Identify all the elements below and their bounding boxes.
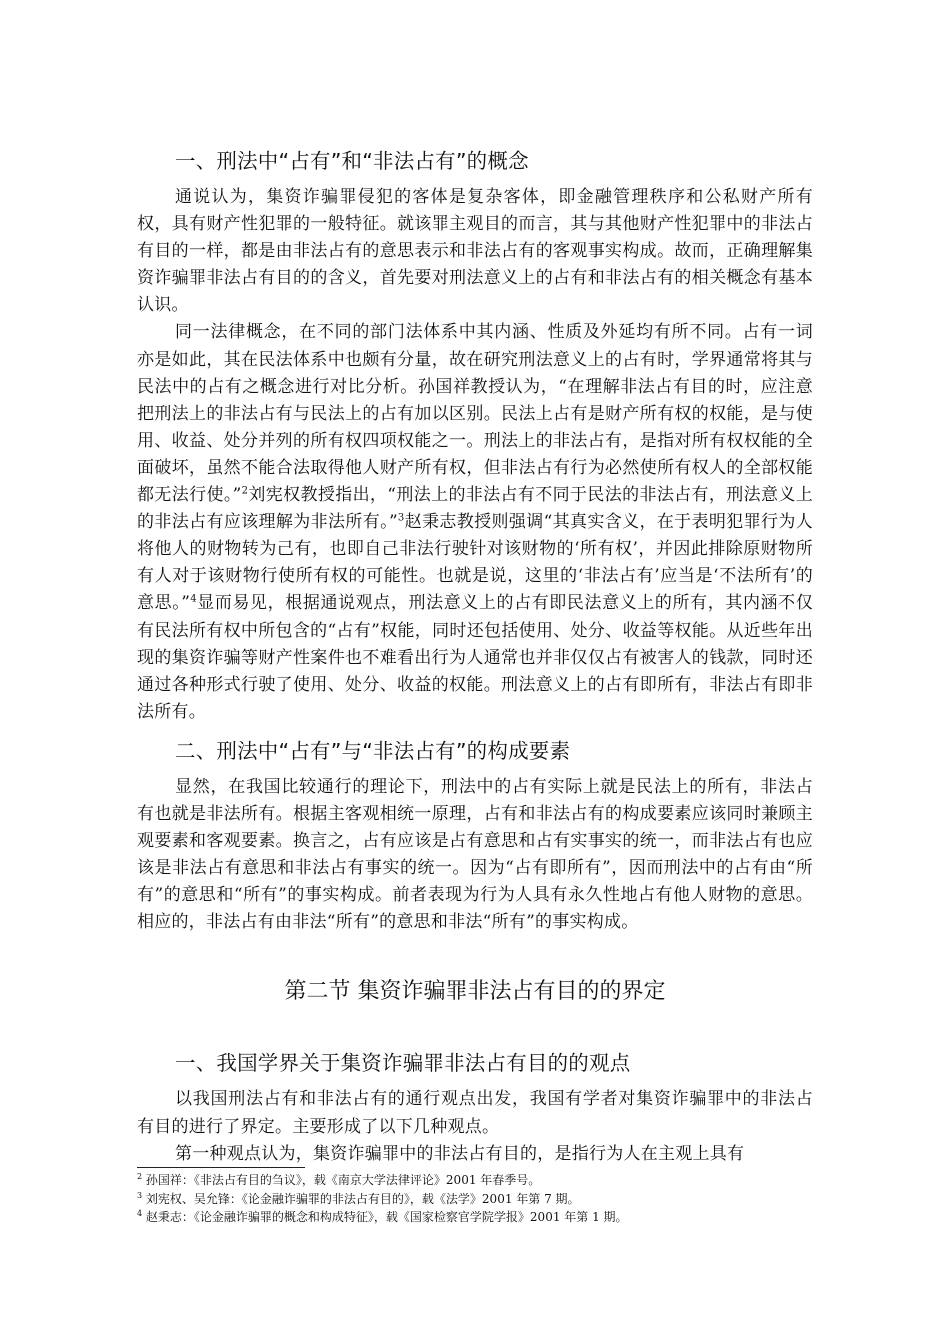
footnote-text: 刘宪权、吴允锋：《论金融诈骗罪的非法占有目的》，载《法学》2001 年第 7 期。 (145, 1191, 580, 1206)
footnote-num: 2 (137, 1172, 143, 1181)
footnote-num: 3 (137, 1190, 143, 1200)
text-segment: 赵秉志教授则强调“其真实含义，在于表明犯罪行为人将他人的财物转为己有，也即自己非法行驶针对该财物的‘所有权’，并因此排除原财物所有人对于该财物行使所有权的可能性。也就是说，这里的‘非法占有’应当是‘不法所有’的意思。” (137, 512, 813, 614)
paragraph-first-view: 第一种观点认为，集资诈骗罪中的非法占有目的，是指行为人在主观上具有 (175, 1143, 745, 1164)
footnote-2 (137, 1171, 813, 1190)
paragraph-object-of-crime: 通说认为，集资诈骗罪侵犯的客体是复杂客体，即金融管理秩序和公私财产所有权，具有财产性犯罪的一般特征。就该罪主观目的而言，其与其他财产性犯罪中的非法占有目的一样，都是由非法占有的意思表示和非法占有的客观事实构成。故而，正确理解集资诈骗罪非法占有目的的含义，首先要对刑法意义上的占有和非法占有的相关概念有基本认识。 (137, 187, 813, 316)
document-body (137, 146, 813, 1168)
text-segment: 同一法律概念，在不同的部门法体系中其内涵、性质及外延均有所不同。占有一词亦是如此，其在民法体系中也颇有分量，故在研究刑法意义上的占有时，学界通常将其与民法中的占有之概念进行对比分析。孙国祥教授认为，“在理解非法占有目的时，应注意把刑法上的非法占有与民法上的占有加以区别。民法上占有是财产所有权的权能，是与使用、收益、处分并列的所有权四项权能之一。刑法上的非法占有，是指对所有权权能的全面破坏，虽然不能合法取得他人财产所有权，但非法占有行为必然使所有权人的全部权能都无法行使。” (137, 322, 813, 506)
paragraph-views-intro: 以我国刑法占有和非法占有的通行观点出发，我国有学者对集资诈骗罪中的非法占有目的进行了界定。主要形成了以下几种观点。 (137, 1089, 813, 1137)
footnotes (137, 1167, 813, 1227)
footnote-ref-4[interactable]: 4 (190, 593, 197, 605)
section-heading-concept: 一、刑法中“占有”和“非法占有”的概念 (175, 149, 529, 173)
section-heading-views: 一、我国学界关于集资诈骗罪非法占有目的的观点 (175, 1051, 631, 1076)
text-segment: 显而易见，根据通说观点，刑法意义上的占有即民法意义上的所有，其内涵不仅有民法所有权中所包含的“占有”权能，同时还包括使用、处分、收益等权能。从近些年出现的集资诈骗等财产性案件也不难看出行为人通常也并非仅仅占有被害人的钱款，同时还通过各种形式行驶了使用、处分、收益的权能。刑法意义上的占有即所有，非法占有即非法所有。 (137, 593, 814, 722)
footnote-4 (137, 1208, 813, 1227)
footnote-text: 孙国祥：《非法占有目的刍议》，载《南京大学法律评论》2001 年春季号。 (145, 1173, 541, 1187)
footnote-separator (137, 1167, 305, 1168)
chapter-heading: 第二节 集资诈骗罪非法占有目的的界定 (284, 979, 666, 1005)
footnote-ref-2[interactable]: 2 (241, 485, 249, 497)
footnote-num: 4 (137, 1209, 143, 1218)
text-segment: 刘宪权教授指出，“刑法上的非法占有不同于民法的非法占有，刑法意义上的非法占有应该理解为非法所有。” (137, 485, 813, 533)
footnote-text: 赵秉志：《论金融诈骗罪的概念和构成特征》，载《国家检察官学院学报》2001 年第 1 期。 (145, 1210, 628, 1224)
paragraph-constituent-elements: 显然，在我国比较通行的理论下，刑法中的占有实际上就是民法上的所有，非法占有也就是非法所有。根据主客观相统一原理，占有和非法占有的构成要素应该同时兼顾主观要素和客观要素。换言之，占有应该是占有意思和占有实事实的统一，而非法占有也应该是非法占有意思和非法占有事实的统一。因为“占有即所有”，因而刑法中的占有由“所有”的意思和“所有”的事实构成。前者表现为行为人具有永久性地占有他人财物的意思。相应的，非法占有由非法“所有”的意思和非法“所有”的事实构成。 (137, 776, 813, 933)
paragraph-possession-concept (137, 319, 813, 725)
footnote-ref-3[interactable]: 3 (397, 512, 405, 524)
footnote-3 (137, 1190, 813, 1209)
section-heading-elements: 二、刑法中“占有”与“非法占有”的构成要素 (175, 738, 571, 763)
